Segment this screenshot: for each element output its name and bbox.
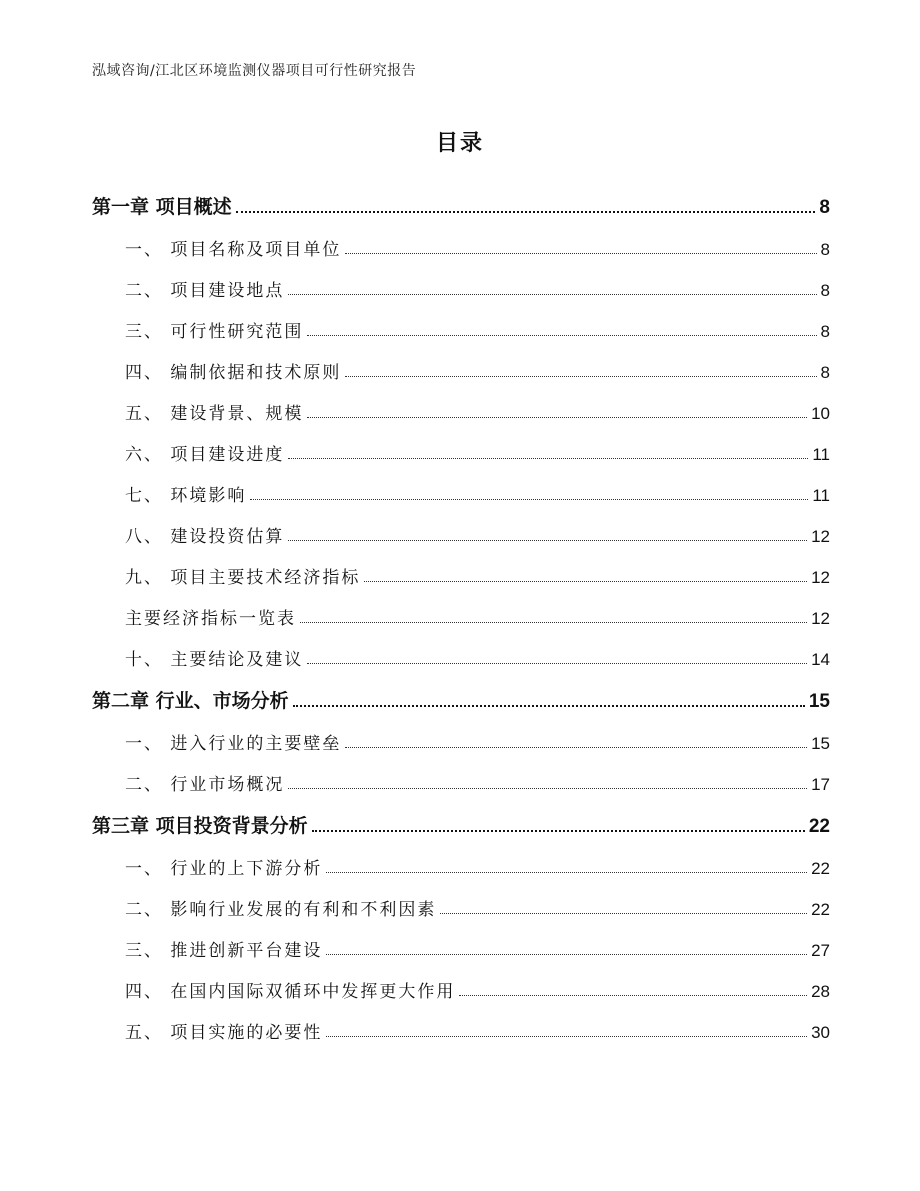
- dot-leader: [326, 1035, 807, 1037]
- toc-page-number: 8: [819, 197, 830, 218]
- toc-section-entry[interactable]: [92, 516, 830, 547]
- toc-section-entry[interactable]: [92, 598, 830, 629]
- toc-section-entry[interactable]: [92, 723, 830, 754]
- toc-page-number: 12: [811, 609, 830, 628]
- toc-section-entry[interactable]: [92, 557, 830, 588]
- toc-page-number: 22: [808, 816, 830, 837]
- dot-leader: [288, 787, 807, 789]
- toc-chapter-entry[interactable]: [92, 680, 830, 713]
- toc-entry-text: 二、 影响行业发展的有利和不利因素: [125, 900, 437, 920]
- toc-page-number: 8: [820, 322, 830, 341]
- dot-leader: [312, 829, 805, 832]
- dot-leader: [307, 334, 816, 336]
- toc-section-entry[interactable]: [92, 352, 830, 383]
- toc-section-entry[interactable]: [92, 475, 830, 506]
- toc-page-number: 11: [812, 486, 830, 505]
- dot-leader: [288, 457, 808, 459]
- toc-entry-text: 第二章 行业、市场分析: [92, 690, 289, 712]
- toc-page-number: 8: [820, 281, 830, 300]
- dot-leader: [326, 953, 807, 955]
- toc-page-number: 15: [808, 691, 830, 712]
- toc-page-number: 30: [811, 1023, 830, 1042]
- toc-section-entry[interactable]: [92, 270, 830, 301]
- dot-leader: [345, 375, 816, 377]
- toc-page-number: 27: [811, 941, 830, 960]
- toc-page-number: 8: [820, 363, 830, 382]
- toc-entry-text: 三、 推进创新平台建设: [125, 941, 323, 961]
- toc-page-number: 17: [811, 775, 830, 794]
- toc-section-entry[interactable]: [92, 229, 830, 260]
- toc-entry-text: 九、 项目主要技术经济指标: [125, 568, 361, 588]
- toc-entry-text: 二、 行业市场概况: [125, 775, 285, 795]
- toc-title: 目录: [435, 131, 484, 156]
- toc-entry-text: 七、 环境影响: [125, 486, 247, 506]
- toc-entry-text: 第三章 项目投资背景分析: [92, 815, 308, 837]
- toc-entry-text: 一、 项目名称及项目单位: [125, 240, 342, 260]
- toc-entry-text: 五、 建设背景、规模: [125, 404, 304, 424]
- toc-entry-text: 十、 主要结论及建议: [125, 650, 304, 670]
- toc-entry-text: 五、 项目实施的必要性: [125, 1023, 323, 1043]
- dot-leader: [288, 539, 807, 541]
- dot-leader: [236, 210, 816, 213]
- dot-leader: [307, 662, 807, 664]
- toc-page-number: 22: [811, 900, 830, 919]
- toc-page-number: 12: [811, 568, 830, 587]
- toc-section-entry[interactable]: [92, 434, 830, 465]
- toc-chapter-entry[interactable]: [92, 186, 830, 219]
- toc-chapter-entry[interactable]: [92, 805, 830, 838]
- toc-entry-text: 四、 在国内国际双循环中发挥更大作用: [125, 982, 456, 1002]
- toc-entry-text: 四、 编制依据和技术原则: [125, 363, 342, 383]
- toc-page-number: 14: [811, 650, 830, 669]
- toc-section-entry[interactable]: [92, 889, 830, 920]
- dot-leader: [288, 293, 816, 295]
- toc-entry-text: 八、 建设投资估算: [125, 527, 285, 547]
- toc-section-entry[interactable]: [92, 311, 830, 342]
- dot-leader: [345, 746, 807, 748]
- toc-page-number: 10: [811, 404, 830, 423]
- dot-leader: [364, 580, 807, 582]
- toc-section-entry[interactable]: [92, 930, 830, 961]
- toc-page-number: 28: [811, 982, 830, 1001]
- toc-entry-text: 主要经济指标一览表: [125, 609, 296, 629]
- toc-entry-text: 一、 行业的上下游分析: [125, 859, 323, 879]
- table-of-contents: [92, 178, 830, 1053]
- toc-section-entry[interactable]: [92, 764, 830, 795]
- dot-leader: [345, 252, 816, 254]
- toc-entry-text: 六、 项目建设进度: [125, 445, 285, 465]
- toc-entry-text: 二、 项目建设地点: [125, 281, 285, 301]
- toc-entry-text: 一、 进入行业的主要壁垒: [125, 734, 342, 754]
- toc-section-entry[interactable]: [92, 393, 830, 424]
- toc-section-entry[interactable]: [92, 639, 830, 670]
- toc-page-number: 22: [811, 859, 830, 878]
- toc-entry-text: 第一章 项目概述: [92, 196, 232, 218]
- toc-section-entry[interactable]: [92, 1012, 830, 1043]
- toc-section-entry[interactable]: [92, 848, 830, 879]
- dot-leader: [459, 994, 807, 996]
- toc-page-number: 8: [820, 240, 830, 259]
- toc-page-number: 15: [811, 734, 830, 753]
- dot-leader: [440, 912, 807, 914]
- toc-page-number: 12: [811, 527, 830, 546]
- running-header: 泓域咨询/江北区环境监测仪器项目可行性研究报告: [92, 63, 417, 79]
- toc-page-number: 11: [812, 445, 830, 464]
- toc-section-entry[interactable]: [92, 971, 830, 1002]
- dot-leader: [250, 498, 808, 500]
- toc-entry-text: 三、 可行性研究范围: [125, 322, 304, 342]
- dot-leader: [300, 621, 807, 623]
- dot-leader: [307, 416, 807, 418]
- dot-leader: [326, 871, 807, 873]
- dot-leader: [293, 704, 805, 707]
